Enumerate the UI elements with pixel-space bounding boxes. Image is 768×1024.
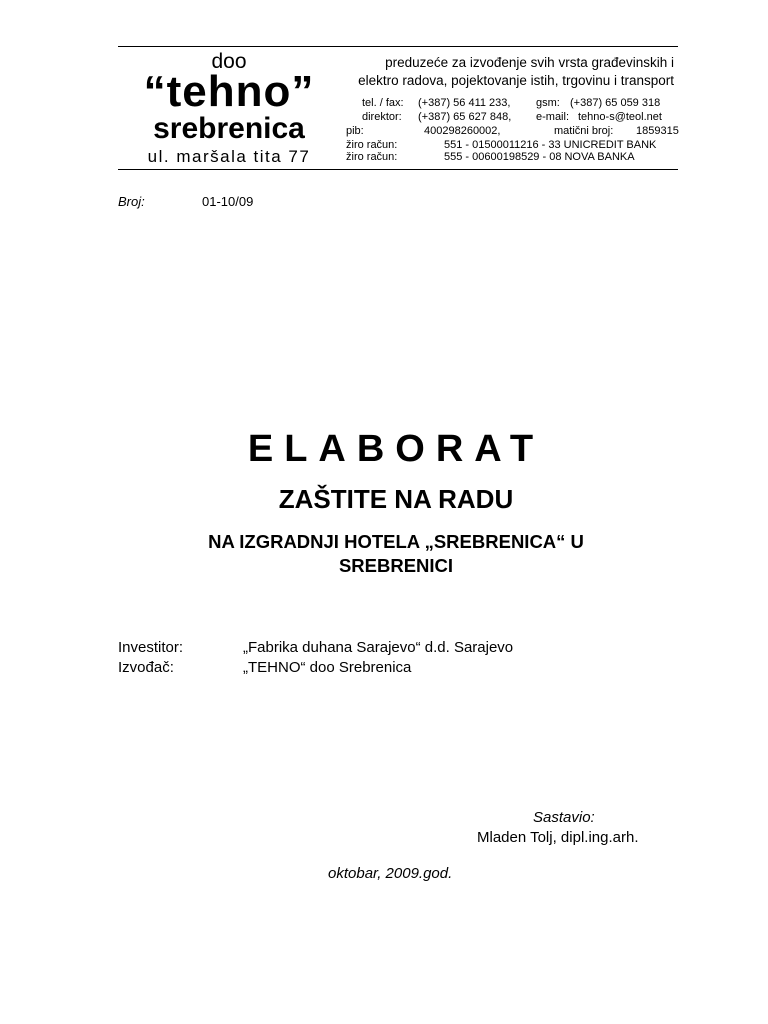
account-label: žiro račun: (346, 139, 398, 151)
account-2-value: 555 - 00600198529 - 08 NOVA BANKA (444, 151, 635, 163)
mb-value: 1859315 (636, 125, 679, 137)
tel-value: (+387) 56 411 233, (418, 97, 511, 109)
letterhead (118, 46, 678, 170)
document-number-label: Broj: (118, 194, 145, 209)
account-label: žiro račun: (346, 151, 398, 163)
document-title: ELABORAT (247, 428, 545, 470)
document-number-value: 01-10/09 (202, 194, 254, 209)
mb-label: matični broj: (554, 125, 614, 137)
contractor-label: Izvođač: (118, 659, 174, 676)
account-1-value: 551 - 01500011216 - 33 UNICREDIT BANK (444, 139, 657, 151)
director-label: direktor: (362, 111, 402, 123)
company-tagline-1: preduzeće za izvođenje svih vrsta građevinskih i (385, 55, 674, 70)
email-label: e-mail: (536, 111, 570, 123)
gsm-label: gsm: (536, 97, 560, 109)
company-details (340, 47, 678, 169)
bank-account-row-2 (340, 151, 674, 164)
pib-label: pib: (346, 125, 364, 137)
company-logo (118, 47, 340, 169)
contractor-value: „TEHNO“ doo Srebrenica (243, 659, 412, 676)
company-address: ul. maršala tita 77 (147, 147, 311, 166)
investor-label: Investitor: (118, 639, 184, 656)
investor-value: „Fabrika duhana Sarajevo“ d.d. Sarajevo (243, 639, 514, 656)
contact-row-tel (340, 97, 674, 110)
author-label: Sastavio: (533, 809, 595, 826)
logo-doo: doo (211, 50, 247, 73)
company-tagline-2: elektro radova, pojektovanje istih, trgovinu i transport (358, 73, 674, 88)
document-project-title: NA IZGRADNJI HOTELA „SREBRENICA“ U SREBRENICI (208, 531, 584, 576)
contact-row-pib (340, 125, 679, 138)
author-name: Mladen Tolj, dipl.ing.arh. (477, 829, 639, 846)
gsm-value: (+387) 65 059 318 (570, 97, 661, 109)
tel-label: tel. / fax: (362, 97, 404, 109)
email-value: tehno-s@teol.net (578, 111, 662, 123)
document-date: oktobar, 2009.god. (328, 865, 453, 882)
pib-value: 400298260002, (424, 125, 501, 137)
logo-brand: “tehno” (143, 67, 315, 116)
contact-row-director (340, 111, 674, 124)
logo-city: srebrenica (153, 112, 305, 145)
document-subtitle: ZAŠTITE NA RADU (278, 484, 514, 514)
director-value: (+387) 65 627 848, (418, 111, 512, 123)
